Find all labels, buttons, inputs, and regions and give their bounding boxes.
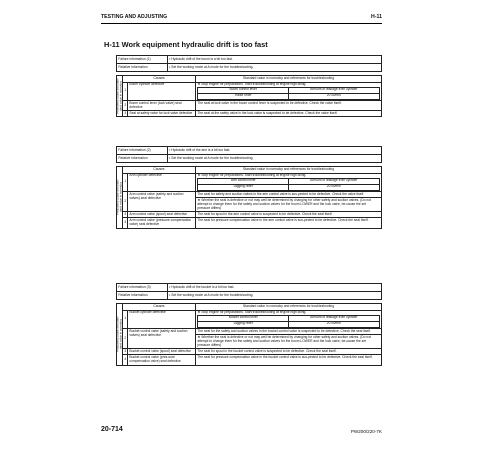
sub-header: Amount of leakage from cylinder [289,179,380,185]
row-number: 3 [123,212,128,218]
sub-value: Raise relief [198,93,289,99]
row-number: 2 [123,101,128,111]
info-table-1 [116,55,382,72]
cause-table-2 [116,166,382,228]
standard-cell: The seal for safety and suction valves in the arm control valve is sus-pected to be defective. Check the valve itself. [196,192,382,198]
standard-cell [196,310,382,329]
standard-cell: The seal for spool in the arm control valve is suspected to be defective. Check the seal itself. [196,212,382,218]
troubleshooting-block-3 [116,283,382,366]
stop-note: ★ Stop engine for preparations. Start troubleshooting at engine high idling. [197,82,307,87]
info-table-2 [116,146,382,163]
cause-cell: Bucket control valve (pres-sure compensation valve) seal defective [128,355,196,365]
cause-cell: Seal at safety valve for lock valve defective [128,111,196,117]
row-number: 1 [123,82,128,101]
standard-cell [196,173,382,192]
info-table-3 [116,283,382,300]
standard-cell: The seal for spool in the bucket control valve is suspected to be defective. Check the seal itself. [196,349,382,355]
leakage-subtable [197,87,379,99]
stop-note: ★ Stop engine for preparations. Start troubleshooting at engine high idling. [197,310,307,315]
row-number: 4 [123,218,128,228]
header-section: TESTING AND ADJUSTING [101,14,168,20]
sub-header: Amount of leakage from cylinder [289,316,380,322]
sub-header: Boom control lever [198,88,289,94]
sub-value: 20 cc/min [289,321,380,327]
sub-header: Amount of leakage from cylinder [289,88,380,94]
failure-label: Failure information (1) [117,56,168,64]
sub-header: Arm control lever [198,179,289,185]
relative-text: • Set the working mode at A mode for the troubleshooting. [167,64,381,72]
sub-header: Bucket control lever [198,316,289,322]
cause-cell: Arm control valve (safety and suction valves) seal defective [128,192,196,212]
standard-cell: The seal for pressure compensation valve in the bucket control valve is sus-pected to be defective. Check the seal itself. [196,355,382,365]
header-rule [101,23,382,24]
standard-header: Standard value in normalcy and references for troubleshooting [196,304,382,310]
row-number: 3 [123,111,128,117]
cause-cell: Bucket control valve (spool) seal defective [128,349,196,355]
cause-cell: Boom control lever (lock valve) seal defective [128,101,196,111]
cause-table-1 [116,75,382,117]
relative-text: • Set the working mode at A mode for the troubleshooting. [167,292,381,300]
standard-cell [196,82,382,101]
cause-cell: Bucket control valve (safety and suction valves) seal defective [128,329,196,349]
standard-cell: The seal at the safety valve in the lock valve is suspected to be defective. Check the valve itself. [196,111,382,117]
standard-note: ★ Whether the seal is defective or not may well be determined by changing for other safety and suction valves. (Do not attempt to change them for the safety and suction valves for the boom LOWER and the lock valve, be-cause the set pressure differs) [196,335,382,349]
page-number: 20-714 [101,426,123,433]
failure-text: • Hydraulic drift of the bucket is a bit too fast. [167,284,381,292]
failure-text: • Hydraulic drift of the arm is a bit too fast. [167,147,381,155]
standard-cell: The seal at lock valve in the boom control lever is suspected to be defective. Check the valve itself. [196,101,382,111]
standard-cell: The seal for the safety and suction valves in the bucket control valve is suspected to be defective. Check the seal itself. [196,329,382,335]
failure-label: Failure information (3) [117,284,168,292]
standard-cell: The seal for pressure compensation valve in the arm control valve is sus-pected to be defective. Check the seal itself. [196,218,382,228]
standard-note: ★ Whether the seal is defective or not may well be determined by changing for other safety and suction valves. (Do not attempt to change them for the safety and suction valves for the boom LOWER and the lock valve, be-cause the set pressure differs) [196,198,382,212]
failure-text: • Hydraulic drift of the boom is a bit too fast. [167,56,381,64]
failure-label: Failure information (2) [117,147,168,155]
header-code: H-11 [371,14,382,20]
relative-text: • Set the working mode at A mode for the troubleshooting. [167,155,381,163]
relative-label: Relative information [117,292,168,300]
standard-header: Standard value in normalcy and references for troubleshooting [196,167,382,173]
side-label: Presumed cause and stan- dard value in normalcy [117,167,123,228]
cause-cell: Arm control valve (spool) seal defective [128,212,196,218]
stop-note: ★ Stop engine for preparations. Start troubleshooting at engine high idling. [197,173,307,178]
troubleshooting-block-2 [116,146,382,229]
model-code: PW200/220-7K [350,429,382,434]
cause-cell: Boom cylinder defective [128,82,196,101]
side-label: Presumed cause and stan- dard value in normalcy [117,76,123,117]
page-title: H-11 Work equipment hydraulic drift is too fast [104,40,268,49]
page-header [101,14,382,22]
cause-cell: Arm control valve (pressure compensation valve) seal defective [128,218,196,228]
cause-table-3 [116,303,382,365]
row-number: 3 [123,349,128,355]
row-number: 1 [123,173,128,192]
sub-value: Digging relief [198,184,289,190]
leakage-subtable [197,178,379,190]
causes-header: Causes [123,167,196,173]
sub-value: 20 cc/min [289,93,380,99]
leakage-subtable [197,315,379,327]
sub-value: 20 cc/min [289,184,380,190]
causes-header: Causes [123,304,196,310]
row-number: 1 [123,310,128,329]
sub-value: Digging relief [198,321,289,327]
relative-label: Relative information [117,155,168,163]
row-number: 2 [123,192,128,212]
cause-cell: Arm cylinder defective [128,173,196,192]
relative-label: Relative information [117,64,168,72]
cause-cell: Bucket cylinder defective [128,310,196,329]
troubleshooting-block-1 [116,55,382,117]
side-label: Presumed cause and stan- dard value in normalcy [117,304,123,365]
standard-header: Standard value in normalcy and references for troubleshooting [196,76,382,82]
row-number: 4 [123,355,128,365]
row-number: 2 [123,329,128,349]
causes-header: Causes [123,76,196,82]
